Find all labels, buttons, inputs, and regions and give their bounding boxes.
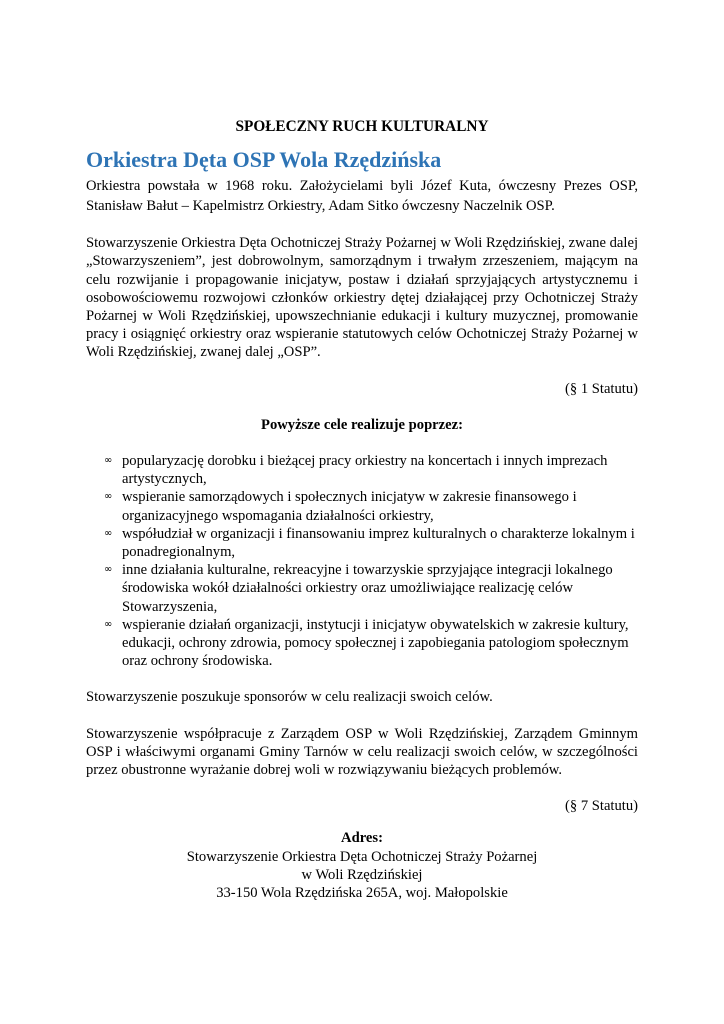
address-line-3: 33-150 Wola Rzędzińska 265A, woj. Małopolskie bbox=[216, 885, 508, 902]
goal-text: inne działania kulturalne, rekreacyjne i towarzyskie sprzyjające integracji lokalnego środowiska wokół działalności orkiestry oraz umożliwiające realizację celów Stowarzyszenia, bbox=[122, 562, 613, 615]
list-item bbox=[86, 561, 638, 616]
list-item bbox=[86, 525, 638, 561]
sponsors-paragraph: Stowarzyszenie poszukuje sponsorów w celu realizacji swoich celów. bbox=[86, 689, 493, 706]
goals-list bbox=[86, 452, 638, 670]
goal-text: wspieranie samorządowych i społecznych inicjatyw w zakresie finansowego i organizacyjnego wspomagania działalności orkiestry, bbox=[122, 489, 577, 524]
page-title: Orkiestra Dęta OSP Wola Rzędzińska bbox=[86, 147, 442, 173]
infinity-bullet-icon: ∞ bbox=[104, 455, 113, 467]
spacer bbox=[86, 779, 638, 797]
spacer bbox=[86, 216, 638, 234]
document-page bbox=[86, 118, 638, 902]
address-line-1: Stowarzyszenie Orkiestra Dęta Ochotniczej Straży Pożarnej bbox=[186, 848, 538, 865]
cooperation-paragraph: Stowarzyszenie współpracuje z Zarządem OSP w Woli Rzędzińskiej, Zarządem Gminnym OSP i właściwymi organami Gminy Tarnów w celu realizacji swoich celów, w szczególności przez obustronne wyrażanie dobrej woli w rozwiązywaniu bieżących problemów. bbox=[86, 725, 638, 779]
address-line-2: w Woli Rzędzińskiej bbox=[301, 866, 423, 883]
list-item bbox=[86, 616, 638, 671]
statute-reference-1: (§ 1 Statutu) bbox=[565, 380, 638, 397]
spacer bbox=[86, 707, 638, 725]
intro-paragraph: Orkiestra powstała w 1968 roku. Założycielami byli Józef Kuta, ówczesny Prezes OSP, Stanisław Bałut – Kapelmistrz Orkiestry, Adam Sitko ówczesny Naczelnik OSP. bbox=[86, 178, 638, 215]
list-item bbox=[86, 452, 638, 488]
address-block bbox=[86, 829, 638, 902]
statute-reference-7: (§ 7 Statutu) bbox=[565, 798, 638, 815]
spacer bbox=[86, 398, 638, 416]
spacer bbox=[86, 362, 638, 380]
infinity-bullet-icon: ∞ bbox=[104, 564, 113, 576]
infinity-bullet-icon: ∞ bbox=[104, 527, 113, 539]
goal-text: wspieranie działań organizacji, instytucji i inicjatyw obywatelskich w zakresie kultury, edukacji, ochrony zdrowia, pomocy społecznej i zapobiegania patologiom społecznym oraz ochrony środowiska. bbox=[122, 616, 629, 670]
infinity-bullet-icon: ∞ bbox=[104, 618, 113, 630]
spacer bbox=[86, 434, 638, 452]
list-item bbox=[86, 488, 638, 524]
goal-text: popularyzację dorobku i bieżącej pracy orkiestry na koncertach i innych imprezach artystycznych, bbox=[122, 453, 608, 488]
address-title: Adres: bbox=[341, 830, 383, 847]
infinity-bullet-icon: ∞ bbox=[104, 491, 113, 503]
association-paragraph: Stowarzyszenie Orkiestra Dęta Ochotniczej Straży Pożarnej w Woli Rzędzińskiej, zwane dalej „Stowarzyszeniem”, jest dobrowolnym, samorządnym i trwałym zrzeszeniem, mającym na celu rozwijanie i propagowanie inicjatyw, postaw i działań sprzyjających artystycznemu i osobowościowemu rozwojowi członków orkiestry dętej działającej przy Ochotniczej Straży Pożarnej w Woli Rzędzińskiej, upowszechnianie edukacji i kultury muzycznej, promowanie pracy i osiągnięć orkiestry oraz wspieranie statutowych celów Ochotniczej Straży Pożarnej w Woli Rzędzińskiej, zwanej dalej „OSP”. bbox=[86, 235, 638, 361]
spacer bbox=[86, 815, 638, 829]
spacer bbox=[86, 670, 638, 688]
section-heading: SPOŁECZNY RUCH KULTURALNY bbox=[235, 118, 489, 135]
goals-heading: Powyższe cele realizuje poprzez: bbox=[261, 416, 463, 433]
goal-text: współudział w organizacji i finansowaniu imprez kulturalnych o charakterze lokalnym i ponadregionalnym, bbox=[122, 525, 635, 561]
